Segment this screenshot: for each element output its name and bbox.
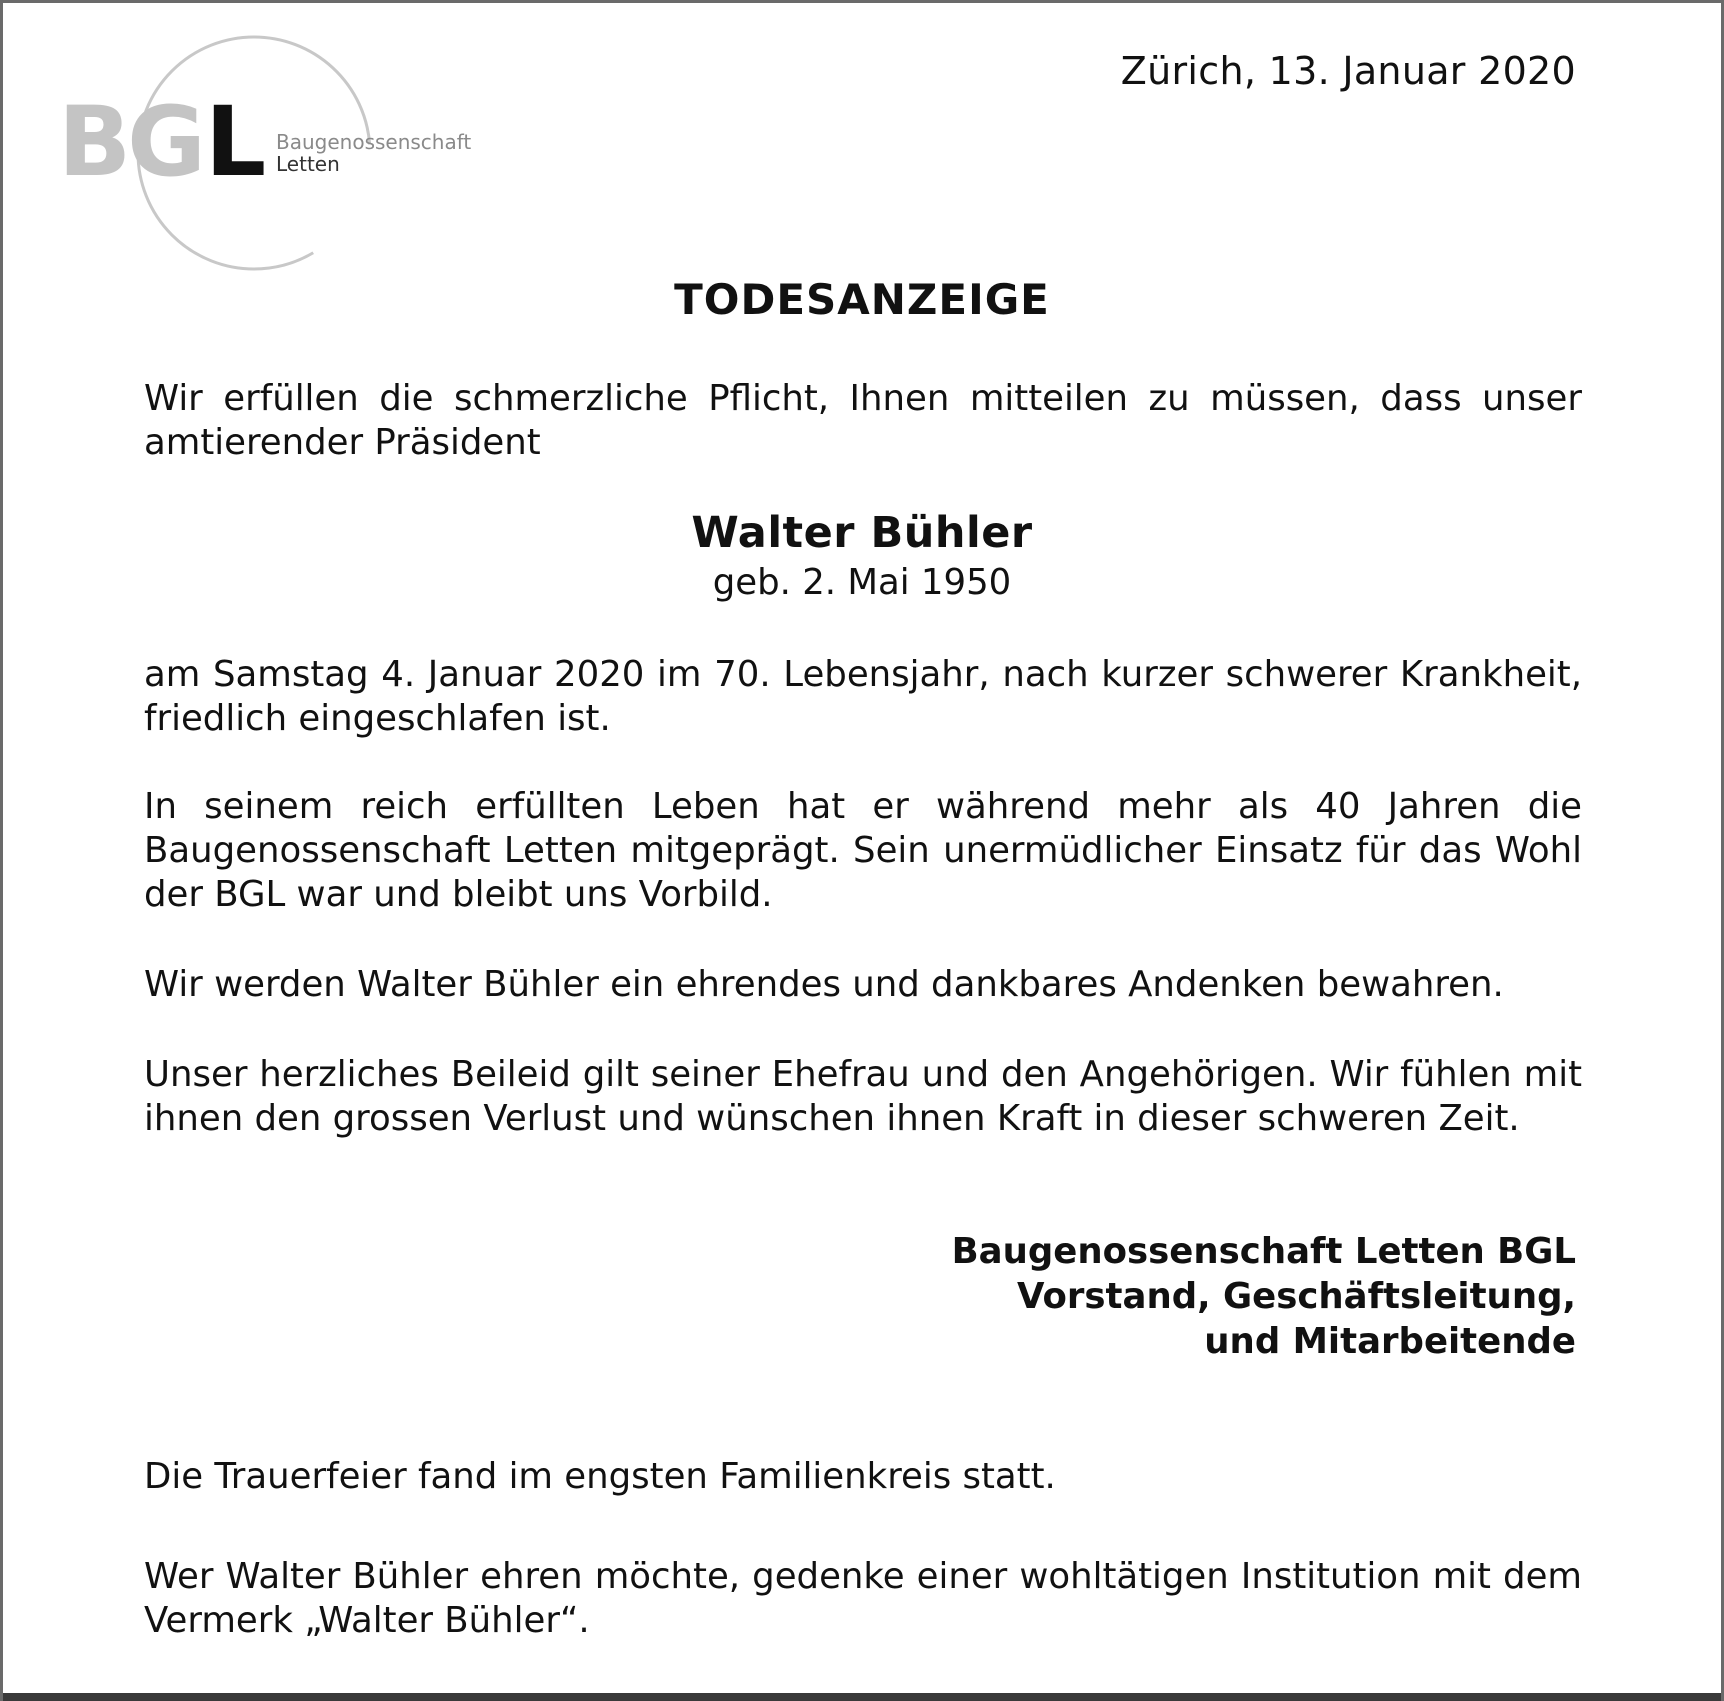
signature-line3: und Mitarbeitende	[1204, 1321, 1576, 1362]
bgl-logo-graphic	[58, 31, 508, 276]
signature-line1: Baugenossenschaft Letten BGL	[951, 1231, 1576, 1272]
ceremony-paragraph: Die Trauerfeier fand im engsten Familienkreis statt.	[144, 1456, 1056, 1497]
deceased-name: Walter Bühler	[691, 508, 1033, 558]
intro-paragraph: Wir erfüllen die schmerzliche Pflicht, Ihnen mitteilen zu müssen, dass unser amtierender Präsident	[144, 378, 1582, 463]
donation-paragraph: Wer Walter Bühler ehren möchte, gedenke einer wohltätigen Institution mit dem Vermerk „Walter Bühler“.	[144, 1556, 1582, 1641]
remembrance-paragraph: Wir werden Walter Bühler ein ehrendes und dankbares Andenken bewahren.	[144, 964, 1504, 1005]
signature-line2: Vorstand, Geschäftsleitung,	[1016, 1276, 1576, 1317]
bottom-divider	[3, 1693, 1721, 1701]
signature-block	[952, 1229, 1576, 1364]
tribute-paragraph: In seinem reich erfüllten Leben hat er während mehr als 40 Jahren die Baugenossenschaft Letten mitgeprägt. Sein unermüdlicher Einsatz für das Wohl der BGL war und bleibt uns Vorbild.	[144, 786, 1582, 915]
logo-text-line2: Letten	[276, 152, 340, 176]
notice-title: TODESANZEIGE	[674, 275, 1050, 324]
condolence-paragraph: Unser herzliches Beileid gilt seiner Ehefrau und den Angehörigen. Wir fühlen mit ihnen den grossen Verlust und wünschen ihnen Kraft in dieser schweren Zeit.	[144, 1054, 1582, 1139]
bgl-logo	[58, 31, 508, 276]
death-paragraph: am Samstag 4. Januar 2020 im 70. Lebensjahr, nach kurzer schwerer Krankheit, friedlich eingeschlafen ist.	[144, 654, 1582, 739]
birth-date: geb. 2. Mai 1950	[712, 562, 1012, 603]
logo-text-line1: Baugenossenschaft	[276, 130, 472, 154]
notice-date: Zürich, 13. Januar 2020	[1120, 49, 1576, 93]
logo-letter-black: L	[205, 86, 267, 198]
logo-letters-gray: BG	[58, 86, 202, 198]
